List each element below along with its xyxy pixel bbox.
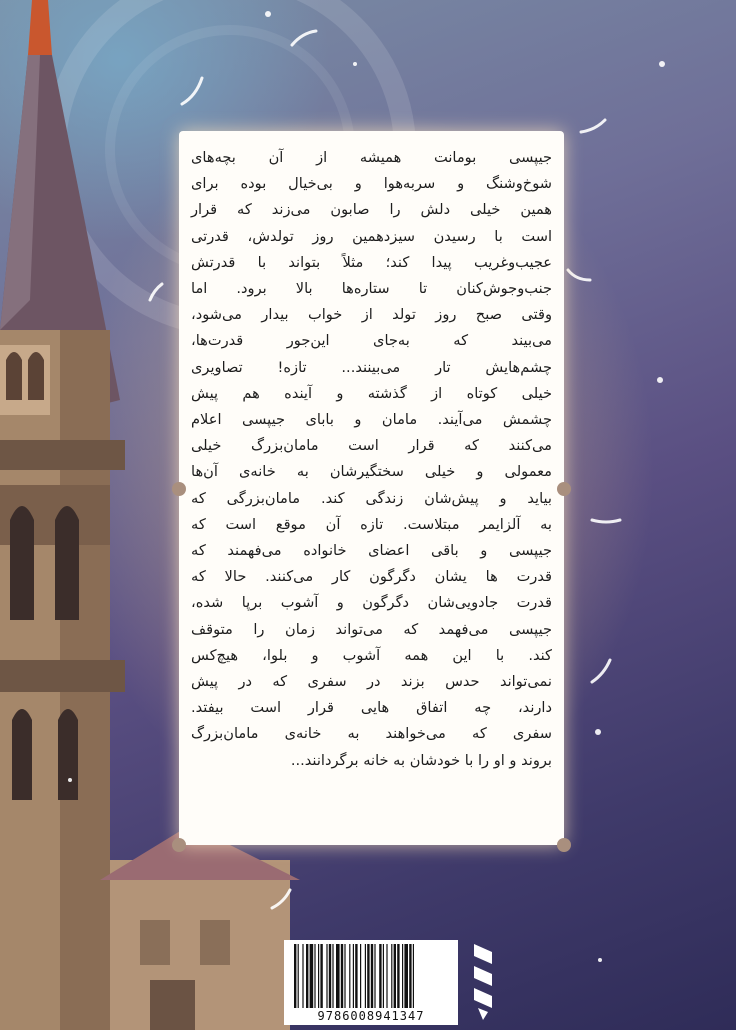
barcode-bar (294, 944, 296, 1008)
barcode-bar (365, 944, 366, 1008)
barcode-bar (326, 944, 327, 1008)
barcode-bar (355, 944, 357, 1008)
blurb-line: معمولی و خیلی سختگیرشان به خانه‌ی آن‌ها (191, 463, 552, 481)
barcode-bars (284, 944, 458, 1014)
blurb-card (179, 131, 564, 845)
barcode-bar (374, 944, 375, 1008)
barcode-bar (402, 944, 403, 1008)
blurb-line: وقتی صبح روز تولد از خواب بیدار می‌شود، (191, 306, 552, 324)
isbn-barcode (284, 940, 458, 1025)
blurb-line: جیپسی و باقی اعضای خانواده می‌فهمند که (191, 542, 552, 560)
barcode-bar (367, 944, 369, 1008)
blurb-line: دارند، چه اتفاق هایی قرار است بیفتد. (191, 699, 552, 717)
barcode-bar (391, 944, 392, 1008)
blurb-line: کند. با این همه آشوب و بلوا، هیچ‌کس (191, 646, 552, 664)
barcode-bar (318, 944, 319, 1008)
barcode-bar (336, 944, 340, 1008)
barcode-bar (349, 944, 350, 1008)
blurb-line: بیاید و پیش‌شان زندگی کند. مامان‌بزرگی که (191, 489, 552, 507)
blurb-line: است با رسیدن سیزدهمین روز تولدش، قدرتی (191, 227, 552, 245)
blurb-line: می‌کنند که قرار است مامان‌بزرگ خیلی (191, 437, 552, 455)
barcode-bar (371, 944, 373, 1008)
barcode-bar (329, 944, 331, 1008)
barcode-bar (360, 944, 361, 1008)
blurb-line: جیپسی بومانت همیشه از آن بچه‌های (191, 149, 552, 166)
blurb-line: می‌بیند که به‌جای این‌جور قدرت‌ها، (191, 332, 552, 350)
barcode-bar (353, 944, 354, 1008)
barcode-bar (314, 944, 315, 1008)
barcode-bar (397, 944, 399, 1008)
barcode-bar (386, 944, 387, 1008)
blurb-line: شوخ‌وشنگ و سربه‌هوا و بی‌خیال بوده برای (191, 175, 552, 193)
blurb-line: چشم‌هایش تار می‌بینند... تازه! تصاویری (191, 358, 552, 376)
barcode-bar (320, 944, 322, 1008)
card-notch (172, 482, 186, 496)
blurb-line: خیلی کوتاه از گذشته و آینده هم پیش (191, 384, 552, 402)
barcode-bar (379, 944, 381, 1008)
blurb-line: جنب‌وجوش‌کنان تا ستاره‌ها بالا برود. اما (191, 280, 552, 298)
blurb-line: همین خیلی دلش را صابون می‌زند که قرار (191, 201, 552, 219)
barcode-bar (409, 944, 411, 1008)
blurb-line: نمی‌تواند حدس بزند در سفری که در پیش (191, 673, 552, 691)
card-notch (557, 482, 571, 496)
blurb-line: بروند و او را با خودشان به خانه برگردانند... (290, 751, 552, 769)
barcode-bar (310, 944, 314, 1008)
blurb-line: سفری که می‌خواهند به خانه‌ی مامان‌بزرگ (191, 725, 552, 743)
barcode-bar (306, 944, 308, 1008)
barcode-bar (394, 944, 396, 1008)
card-notch (172, 838, 186, 852)
isbn-number: 9786008941347 (317, 1009, 425, 1023)
barcode-bar (298, 944, 299, 1008)
blurb-line: قدرت جادویی‌شان دگرگون و آشوب برپا شده، (191, 594, 552, 612)
blurb-line: قدرت ها یشان دگرگون کار می‌کنند. حالا که (191, 568, 552, 586)
publisher-logo-icon (472, 942, 494, 1022)
barcode-bar (404, 944, 408, 1008)
barcode-bar (341, 944, 343, 1008)
barcode-bar (344, 944, 345, 1008)
blurb-line: جیپسی می‌فهمد که می‌تواند زمان را متوقف (191, 620, 552, 638)
blurb-line: چشمش می‌آیند. مامان و بابای جیپسی اعلام (191, 411, 552, 429)
blurb-line: به آلزایمر مبتلاست. تازه آن موقع است که (191, 515, 552, 533)
card-notch (557, 838, 571, 852)
barcode-bar (383, 944, 384, 1008)
barcode-bar (332, 944, 333, 1008)
barcode-bar (302, 944, 303, 1008)
blurb-text (191, 145, 552, 774)
blurb-line: عجیب‌وغریب پیدا کند؛ مثلاً بتواند با قدرتش (191, 253, 552, 271)
barcode-bar (413, 944, 414, 1008)
